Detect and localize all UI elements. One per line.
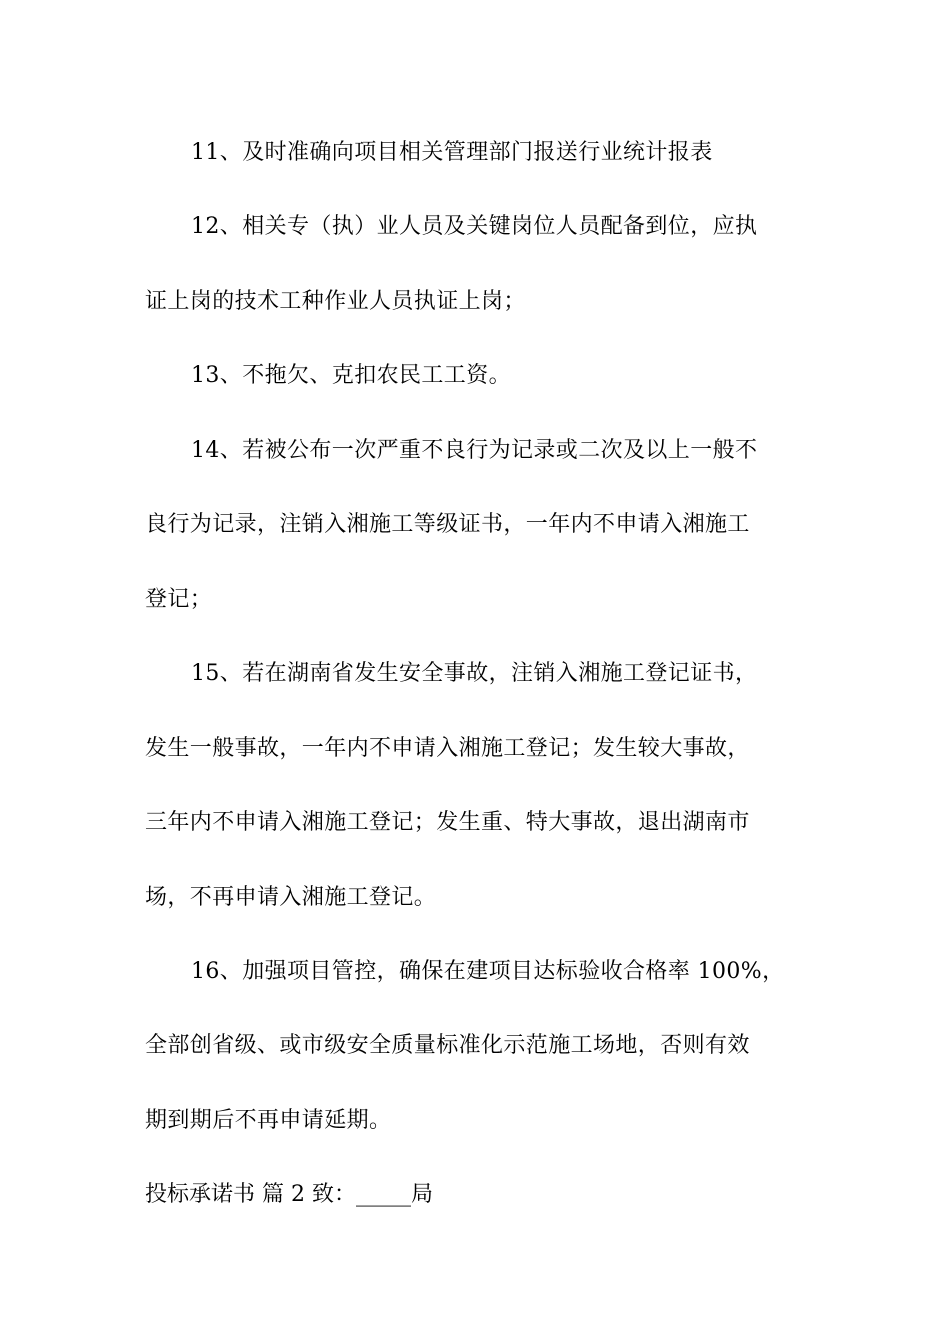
paragraph-14-line-2: 良行为记录，注销入湘施工等级证书，一年内不申请入湘施工: [145, 512, 750, 537]
paragraph-13-line-1: 13、不拖欠、克扣农民工工资。: [191, 363, 511, 388]
paragraph-15-line-3: 三年内不申请入湘施工登记；发生重、特大事故，退出湖南市: [145, 810, 750, 835]
paragraph-15-line-2: 发生一般事故，一年内不申请入湘施工登记；发生较大事故，: [145, 736, 750, 761]
paragraph-16-line-2: 全部创省级、或市级安全质量标准化示范施工场地，否则有效: [145, 1033, 750, 1058]
section-heading: 投标承诺书 篇 2 致：_____局: [145, 1182, 433, 1207]
paragraph-16-line-1: 16、加强项目管控，确保在建项目达标验收合格率 100%，: [191, 959, 785, 984]
paragraph-14-line-1: 14、若被公布一次严重不良行为记录或二次及以上一般不: [191, 438, 758, 463]
paragraph-15-line-1: 15、若在湖南省发生安全事故，注销入湘施工登记证书，: [191, 661, 758, 686]
paragraph-11-line-1: 11、及时准确向项目相关管理部门报送行业统计报表: [191, 140, 713, 165]
paragraph-12-line-1: 12、相关专（执）业人员及关键岗位人员配备到位，应执: [191, 214, 758, 239]
paragraph-14-line-3: 登记；: [145, 587, 213, 612]
paragraph-12-line-2: 证上岗的技术工种作业人员执证上岗；: [145, 289, 526, 314]
paragraph-15-line-4: 场，不再申请入湘施工登记。: [145, 885, 437, 910]
paragraph-16-line-3: 期到期后不再申请延期。: [145, 1108, 392, 1133]
